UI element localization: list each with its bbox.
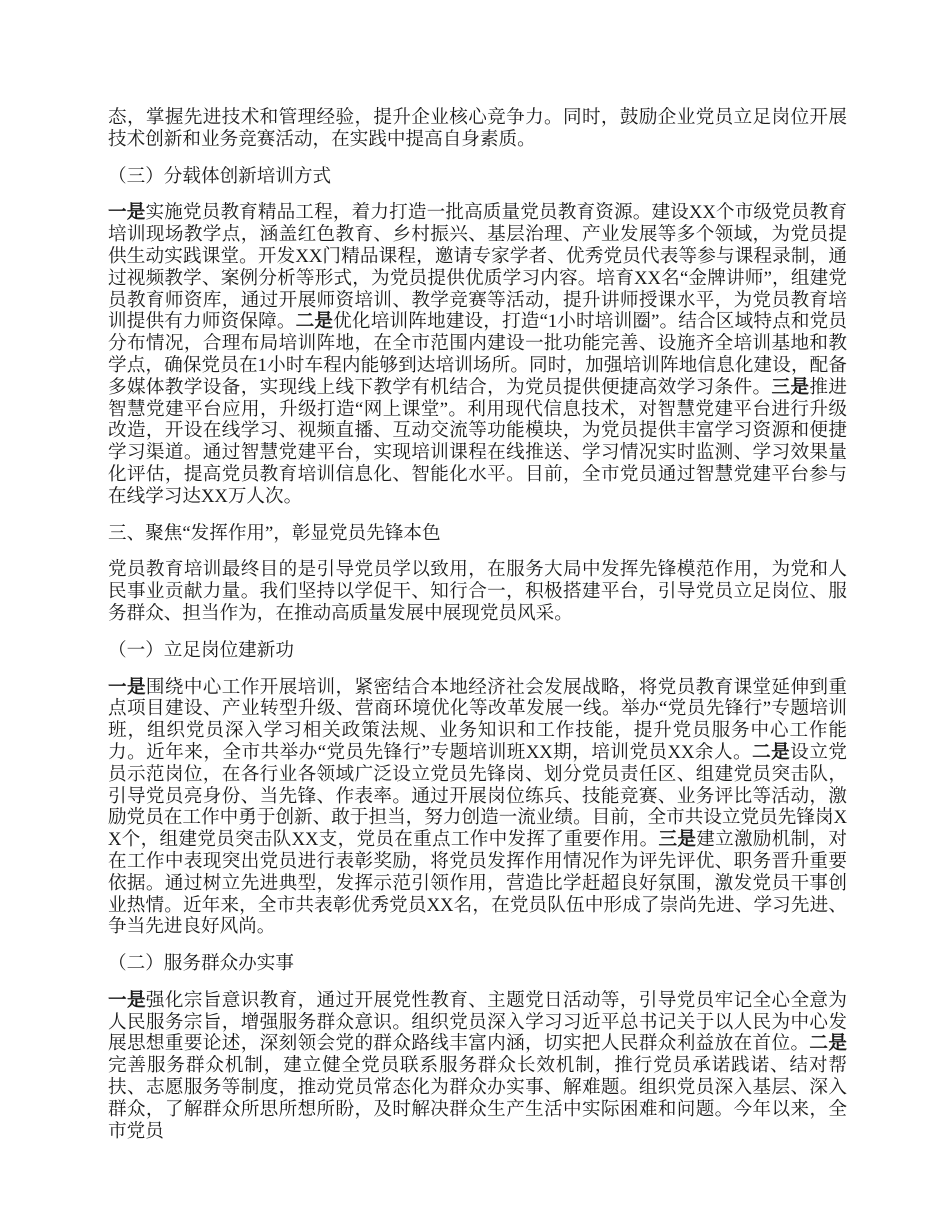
section-heading: [108, 953, 847, 975]
body-paragraph: [108, 559, 847, 624]
section-heading: [108, 523, 847, 545]
text-run: （三）分载体创新培训方式: [108, 165, 332, 187]
text-run: 建立激励机制，对在工作中表现突出党员进行表彰奖励，将党员发挥作用情况作为评先评优、职务晋升重要依据。通过树立先进典型，发挥示范引领作用，营造比学赶超良好氛围，激发党员干事创业热情。近年来，全市共表彰优秀党员XX名，在党员队伍中形成了崇尚先进、学习先进、争当先进良好风尚。: [108, 829, 847, 938]
text-run: 强化宗旨意识教育，通过开展党性教育、主题党日活动等，引导党员牢记全心全意为人民服务宗旨，增强服务群众意识。组织党员深入学习习近平总书记关于以人民为中心发展思想重要论述，深刻领会党的群众路线丰富内涵，切实把人民群众利益放在首位。: [108, 989, 847, 1055]
text-run: 完善服务群众机制，建立健全党员联系服务群众长效机制，推行党员承诺践诺、结对帮扶、志愿服务等制度，推动党员常态化为群众办实事、解难题。组织党员深入基层、深入群众，了解群众所思所想所盼，及时解决群众生产生活中实际困难和问题。今年以来，全市党员: [108, 1055, 847, 1142]
text-run: 党员教育培训最终目的是引导党员学以致用，在服务大局中发挥先锋模范作用，为党和人民事业贡献力量。我们坚持以学促干、知行合一，积极搭建平台，引导党员立足岗位、服务群众、担当作为，在推动高质量发展中展现党员风采。: [108, 559, 847, 624]
text-run: （一）立足岗位建新功: [108, 639, 294, 661]
text-run: 优化培训阵地建设，打造“1小时培训圈”。结合区域特点和党员分布情况，合理布局培训阵地，在全市范围内建设一批功能完善、设施齐全培训基地和教学点，确保党员在1小时车程内能够到达培训场所。同时，加强培训阵地信息化建设，配备多媒体教学设备，实现线上线下教学有机结合，为党员提供便捷高效学习条件。: [108, 311, 847, 398]
section-heading: [108, 640, 847, 662]
body-paragraph: [108, 990, 847, 1143]
emphasis-run: 一是: [108, 676, 146, 698]
emphasis-run: 三是: [658, 829, 697, 851]
body-paragraph: [108, 107, 847, 151]
emphasis-run: 三是: [771, 376, 810, 398]
section-heading: [108, 166, 847, 188]
text-run: 三、聚焦“发挥作用”，彰显党员先锋本色: [108, 522, 441, 544]
text-run: 推进智慧党建平台应用，升级打造“网上课堂”。利用现代信息技术，对智慧党建平台进行升级改造，开设在线学习、视频直播、互动交流等功能模块，为党员提供丰富学习资源和便捷学习渠道。通过智慧党建平台，实现培训课程在线推送、学习情况实时监测、学习效果量化评估，提高党员教育培训信息化、智能化水平。目前，全市党员通过智慧党建平台参与在线学习达XX万人次。: [108, 376, 847, 507]
body-paragraph: [108, 202, 847, 507]
text-run: 态，掌握先进技术和管理经验，提升企业核心竞争力。同时，鼓励企业党员立足岗位开展技术创新和业务竞赛活动，在实践中提高自身素质。: [108, 107, 847, 150]
emphasis-run: 二是: [295, 311, 334, 333]
emphasis-run: 二是: [809, 1033, 847, 1055]
text-run: 实施党员教育精品工程，着力打造一批高质量党员教育资源。建设XX个市级党员教育培训现场教学点，涵盖红色教育、乡村振兴、基层治理、产业发展等多个领域，为党员提供生动实践课堂。开发XX门精品课程，邀请专家学者、优秀党员代表等参与课程录制，通过视频教学、案例分析等形式，为党员提供优质学习内容。培育XX名“金牌讲师”，组建党员教育师资库，通过开展师资培训、教学竞赛等活动，提升讲师授课水平，为党员教育培训提供有力师资保障。: [108, 202, 847, 333]
emphasis-run: 一是: [108, 202, 146, 224]
document-body: [108, 107, 847, 1157]
text-run: 围绕中心工作开展培训，紧密结合本地经济社会发展战略，将党员教育课堂延伸到重点项目建设、产业转型升级、营商环境优化等改革发展一线。举办“党员先锋行”专题培训班，组织党员深入学习相关政策法规、业务知识和工作技能，提升党员服务中心工作能力。近年来，全市共举办“党员先锋行”专题培训班XX期，培训党员XX余人。: [108, 676, 847, 763]
text-run: 设立党员示范岗位，在各行业各领域广泛设立党员先锋岗、划分党员责任区、组建党员突击队，引导党员亮身份、当先锋、作表率。通过开展岗位练兵、技能竞赛、业务评比等活动，激励党员在工作中勇于创新、敢于担当，努力创造一流业绩。目前，全市共设立党员先锋岗XX个，组建党员突击队XX支，党员在重点工作中发挥了重要作用。: [108, 741, 847, 851]
body-paragraph: [108, 677, 847, 939]
emphasis-run: 二是: [752, 741, 791, 763]
emphasis-run: 一是: [108, 989, 146, 1011]
text-run: （二）服务群众办实事: [108, 953, 294, 975]
